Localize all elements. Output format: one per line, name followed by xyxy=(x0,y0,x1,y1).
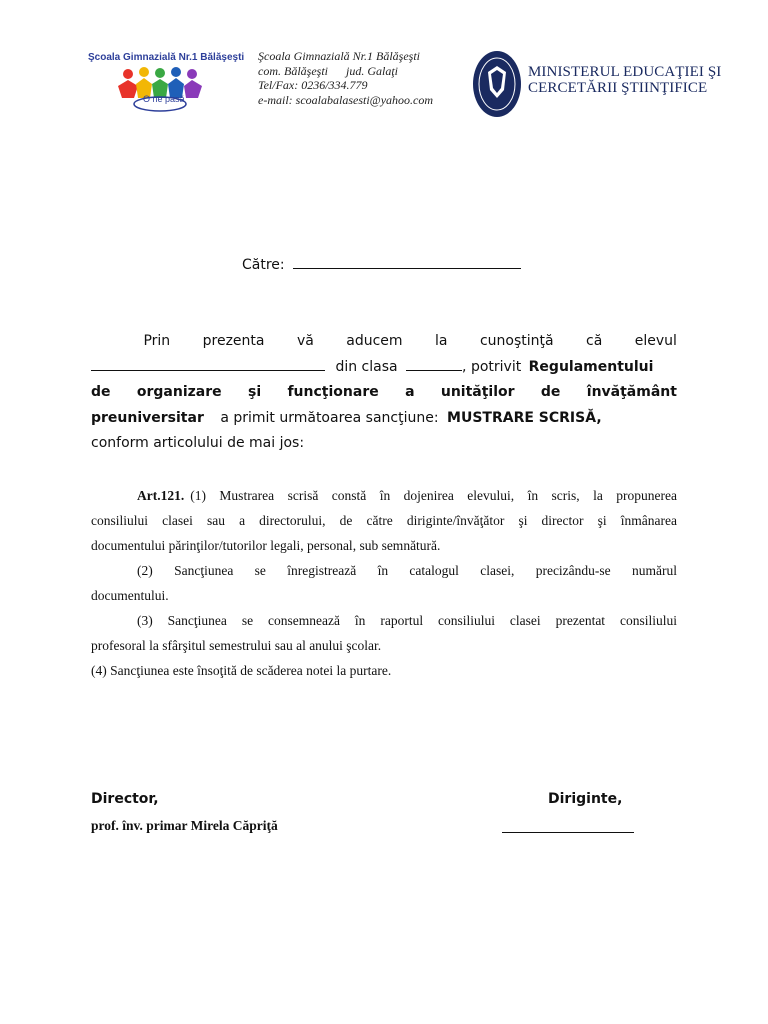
article-line-1-text: (1) Mustrarea scrisă constă în dojenirea elevului, în scris, la propunerea xyxy=(190,488,677,503)
article-line-6: (3) Sancţiunea se consemnează în raportul consiliului clasei prezentat consiliului xyxy=(137,613,677,628)
director-label: Director, xyxy=(91,791,159,807)
article-label: Art.121. xyxy=(137,488,185,503)
school-address-line: com. Bălăşeşti jud. Galaţi xyxy=(258,63,398,78)
diriginte-label: Diriginte, xyxy=(548,791,623,807)
director-name: prof. înv. primar Mirela Căpriţă xyxy=(91,818,278,833)
word: de xyxy=(91,384,111,400)
school-contact-info xyxy=(258,49,433,107)
word: Prin xyxy=(143,333,171,349)
article-line-3: documentului părinţilor/tutorilor legali, personal, sub semnătură. xyxy=(91,538,441,553)
sanction-type: MUSTRARE SCRISĂ, xyxy=(447,410,602,426)
paragraph-line-2 xyxy=(91,358,677,375)
ministry-name-line1: MINISTERUL EDUCAŢIEI ŞI xyxy=(528,64,722,80)
paragraph-line-1 xyxy=(91,333,677,349)
word: învăţământ xyxy=(586,384,677,400)
school-logo-name: Şcoala Gimnazială Nr.1 Bălăşeşti xyxy=(88,52,245,63)
addressee-line xyxy=(242,256,521,273)
school-logo xyxy=(88,52,245,112)
addressee-blank xyxy=(293,256,521,269)
word: elevul xyxy=(634,333,677,349)
word: de xyxy=(540,384,561,400)
paragraph-line-3 xyxy=(91,384,677,400)
government-seal-icon xyxy=(472,50,522,118)
article-line-4: (2) Sancţiunea se înregistrează în catalogul clasei, precizându-se numărul xyxy=(137,563,677,578)
word: unităţilor xyxy=(440,384,515,400)
word: la xyxy=(435,333,448,349)
preuniversitar-text: preuniversitar xyxy=(91,410,204,426)
ministry-name xyxy=(528,64,721,96)
word: cunoştinţă xyxy=(479,333,554,349)
article-line-7: profesoral la sfârşitul semestrului sau al anului şcolar. xyxy=(91,638,382,653)
school-logo-motto: O ne pasă xyxy=(143,94,185,104)
word: şi xyxy=(247,384,262,400)
ministry-name-line2: CERCETĂRII ŞTIINŢIFICE xyxy=(528,80,708,96)
school-phone-line: Tel/Fax: 0236/334.779 xyxy=(258,78,368,92)
word: vă xyxy=(296,333,314,349)
school-logo-figures-icon xyxy=(110,64,220,112)
diriginte-signature-blank xyxy=(502,832,634,833)
paragraph-line-4 xyxy=(91,410,677,426)
sanction-intro-text: a primit următoarea sancţiune: xyxy=(220,410,439,426)
article-line-1 xyxy=(91,488,677,504)
word: că xyxy=(586,333,603,349)
article-line-2: consiliului clasei sau a directorului, de către diriginte/învăţător şi director şi înmânarea xyxy=(91,513,677,528)
word: funcţionare xyxy=(287,384,379,400)
catre-label: Către: xyxy=(242,257,285,273)
paragraph-line-5: conform articolului de mai jos: xyxy=(91,435,305,451)
school-name-line: Şcoala Gimnazială Nr.1 Bălăşeşti xyxy=(258,49,421,63)
din-clasa-text: din clasa xyxy=(335,359,398,375)
word: organizare xyxy=(136,384,222,400)
word: prezenta xyxy=(202,333,265,349)
class-blank xyxy=(406,358,462,371)
school-email-line: e-mail: scoalabalasesti@yahoo.com xyxy=(258,92,434,107)
potrivit-text: , potrivit xyxy=(462,359,522,375)
article-line-8: (4) Sancţiunea este însoţită de scăderea notei la purtare. xyxy=(91,663,392,678)
word: aducem xyxy=(346,333,403,349)
regulament-text: Regulamentului xyxy=(528,359,654,375)
student-name-blank xyxy=(91,358,325,371)
article-line-5: documentului. xyxy=(91,588,169,603)
word: a xyxy=(405,384,415,400)
